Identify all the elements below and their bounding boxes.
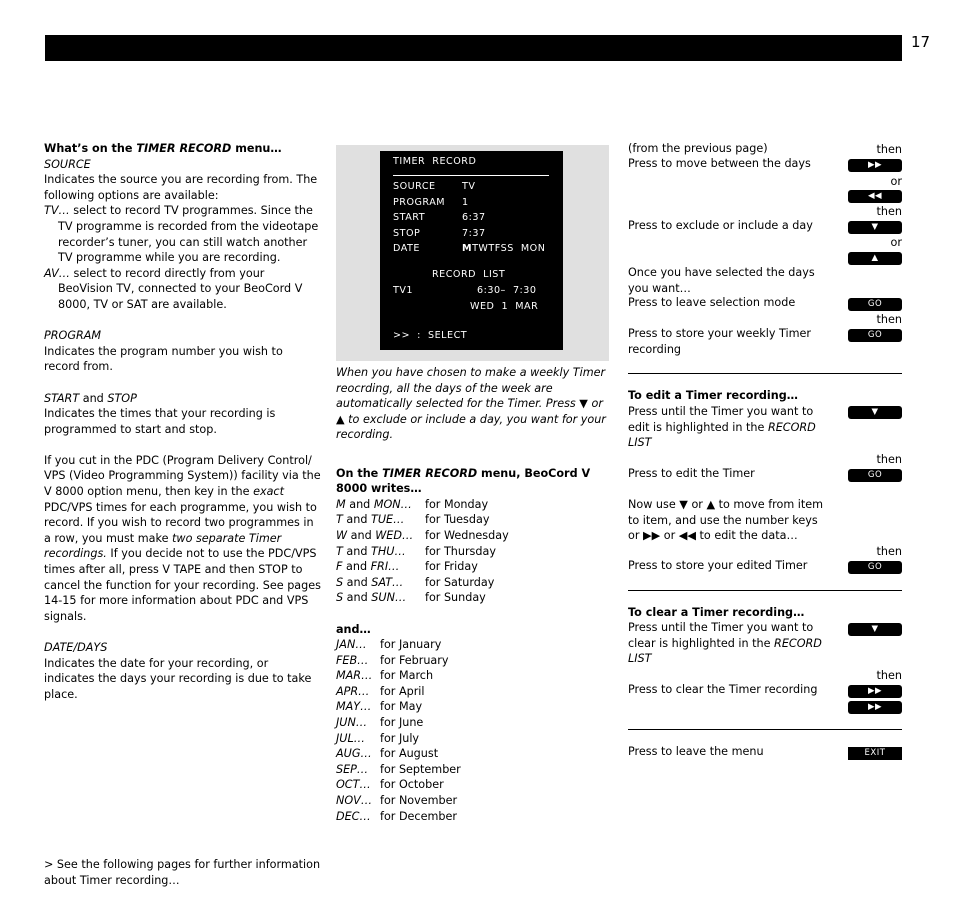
day-meaning: for Saturday: [425, 575, 495, 589]
month-meaning: for February: [380, 653, 449, 667]
move-days-text: Press to move between the days: [628, 157, 811, 170]
down-arrow-button[interactable]: ▼: [848, 221, 902, 234]
screen-list-day: WED 1 MAR: [470, 301, 539, 312]
day-meaning: for Thursday: [425, 544, 496, 558]
screen-stop-value: 7:37: [462, 228, 486, 239]
go-button[interactable]: GO: [848, 298, 902, 311]
once-selected-text: Once you have selected the days you want…: [628, 266, 815, 295]
month-code: MAY…: [336, 700, 372, 714]
day-code: M and MON…: [336, 497, 412, 511]
month-code: AUG…: [336, 747, 372, 761]
day-meaning: for Sunday: [425, 591, 486, 605]
day-row: [336, 512, 509, 528]
screen-start-key: START: [393, 212, 426, 223]
date-label: DATE/DAYS: [44, 641, 108, 654]
edit-heading: To edit a Timer recording…: [628, 389, 798, 402]
writes-heading: On the TIMER RECORD menu, BeoCord V 8000 writes…: [336, 466, 591, 496]
day-meaning: for Wednesday: [425, 528, 509, 542]
clear-heading: To clear a Timer recording…: [628, 606, 805, 619]
fast-forward-button[interactable]: ▶▶: [848, 159, 902, 172]
edit-timer-text: Press to edit the Timer: [628, 467, 755, 480]
screen-select-hint: >> : SELECT: [393, 330, 468, 341]
then-label: then: [876, 143, 902, 156]
fast-forward-button[interactable]: ▶▶: [848, 701, 902, 714]
days-table: [336, 497, 509, 606]
clear-until-text: Press until the Timer you want to clear is highlighted in the RECORD LIST: [628, 621, 822, 666]
month-meaning: for January: [380, 638, 442, 652]
screen-program-value: 1: [462, 197, 469, 208]
month-meaning: for September: [380, 762, 461, 776]
tv-option: TV… select to record TV programmes. Since the TV programme is recorded from the videotape recorder’s tuner, you can still watch another TV programme while you are recording.: [44, 204, 319, 265]
then-label: then: [876, 669, 902, 682]
month-meaning: for May: [380, 700, 423, 714]
from-prev: (from the previous page): [628, 142, 768, 155]
month-code: NOV…: [336, 794, 373, 808]
down-arrow-button[interactable]: ▼: [848, 406, 902, 419]
screen-date-value: MTWTFSS MON: [462, 243, 546, 254]
day-row: [336, 575, 509, 591]
go-button[interactable]: GO: [848, 469, 902, 482]
month-row: [336, 715, 461, 731]
month-code: SEP…: [336, 762, 369, 776]
month-meaning: for December: [380, 809, 457, 823]
screen-program-key: PROGRAM: [393, 197, 446, 208]
program-label: PROGRAM: [44, 329, 102, 343]
month-row: [336, 668, 461, 684]
month-row: [336, 793, 461, 809]
go-button[interactable]: GO: [848, 561, 902, 574]
divider: [628, 590, 902, 591]
av-option: AV… select to record directly from your BeoVision TV, connected to your BeoCord V 8000, TV or SAT are available.: [44, 266, 303, 311]
day-code: T and THU…: [336, 544, 406, 558]
store-edited-text: Press to store your edited Timer: [628, 559, 808, 572]
day-row: [336, 590, 509, 606]
screen-divider: [393, 175, 549, 176]
divider: [628, 373, 902, 374]
then-label: then: [876, 453, 902, 466]
day-meaning: for Tuesday: [425, 513, 490, 527]
month-meaning: for July: [380, 731, 420, 745]
divider: [628, 729, 902, 730]
day-meaning: for Friday: [425, 560, 478, 574]
month-row: [336, 637, 461, 653]
or-label: or: [890, 175, 902, 188]
month-meaning: for March: [380, 669, 434, 683]
date-desc: Indicates the date for your recording, or indicates the days your recording is due to take place.: [44, 656, 312, 701]
pdc-paragraph: If you cut in the PDC (Program Delivery Control/ VPS (Video Programming System)) facility via the V 8000 option menu, then key in the exact PDC/VPS times for each programme, you wish to record. If you wish to record two programmes in a row, you must make two separate Timer recordings. If you decide not to use the PDC/VPS times after all, press V TAPE and then STOP to cancel the function for your recording. See pages 14-15 for more information about PDC and VPS signals.: [44, 453, 321, 623]
source-desc: Indicates the source you are recording from. The following options are available:: [44, 173, 318, 202]
month-meaning: for October: [380, 778, 444, 792]
and-heading: and…: [336, 622, 371, 636]
month-row: [336, 653, 461, 669]
month-meaning: for August: [380, 747, 439, 761]
go-button[interactable]: GO: [848, 329, 902, 342]
then-label: then: [876, 545, 902, 558]
program-desc: Indicates the program number you wish to record from.: [44, 344, 283, 374]
day-code: F and FRI…: [336, 560, 400, 574]
day-row: [336, 559, 509, 575]
clear-timer-text: Press to clear the Timer recording: [628, 683, 818, 696]
then-label: then: [876, 205, 902, 218]
month-code: DEC…: [336, 809, 371, 823]
startstop-desc: Indicates the times that your recording is programmed to start and stop.: [44, 407, 276, 436]
leave-selection-text: Press to leave selection mode: [628, 296, 796, 309]
day-meaning: for Monday: [425, 497, 489, 511]
month-row: [336, 809, 461, 825]
left-column: [44, 141, 322, 702]
or-label: or: [890, 236, 902, 249]
header-bar: [45, 35, 902, 61]
day-code: S and SUN…: [336, 591, 407, 605]
down-arrow-button[interactable]: ▼: [848, 623, 902, 636]
edit-until-text: Press until the Timer you want to edit is highlighted in the RECORD LIST: [628, 405, 816, 450]
screen-date-key: DATE: [393, 243, 420, 254]
left-heading: What’s on the TIMER RECORD menu…: [44, 142, 282, 155]
month-meaning: for November: [380, 794, 458, 808]
month-row: [336, 699, 461, 715]
exclude-text: Press to exclude or include a day: [628, 219, 813, 232]
leave-menu-text: Press to leave the menu: [628, 745, 764, 758]
startstop-label: START and STOP: [44, 391, 137, 405]
month-code: APR…: [336, 684, 370, 698]
page-number: 17: [911, 33, 931, 51]
month-meaning: for April: [380, 684, 425, 698]
month-code: JUL…: [336, 731, 365, 745]
store-weekly-text: Press to store your weekly Timer recording: [628, 327, 812, 356]
timer-record-screen: [380, 151, 563, 350]
month-row: [336, 777, 461, 793]
day-row: [336, 544, 509, 560]
month-row: [336, 762, 461, 778]
now-use-text: Now use ▼ or ▲ to move from item to item, and use the number keys or ▶▶ or ◀◀ to edit the data…: [628, 498, 824, 543]
screen-source-key: SOURCE: [393, 181, 436, 192]
month-code: OCT…: [336, 778, 371, 792]
month-code: FEB…: [336, 653, 369, 667]
screen-start-value: 6:37: [462, 212, 486, 223]
footer-note: > See the following pages for further information about Timer recording…: [44, 858, 321, 887]
day-code: T and TUE…: [336, 513, 405, 527]
screen-title: TIMER RECORD: [393, 156, 477, 167]
month-code: JUN…: [336, 716, 368, 730]
month-row: [336, 684, 461, 700]
up-arrow-button[interactable]: ▲: [848, 252, 902, 265]
source-label: SOURCE: [44, 157, 91, 171]
month-code: JAN…: [336, 638, 367, 652]
screen-list-channel: TV1: [393, 285, 414, 296]
screen-source-value: TV: [462, 181, 476, 192]
screen-list-time: 6:30– 7:30: [477, 285, 537, 296]
day-row: [336, 497, 509, 513]
screen-stop-key: STOP: [393, 228, 421, 239]
day-code: W and WED…: [336, 528, 414, 542]
then-label: then: [876, 313, 902, 326]
middle-column: [336, 365, 614, 824]
exit-button[interactable]: EXIT: [848, 747, 902, 760]
fast-forward-button[interactable]: ▶▶: [848, 685, 902, 698]
day-code: S and SAT…: [336, 575, 404, 589]
month-row: [336, 746, 461, 762]
screen-record-list-title: RECORD LIST: [432, 269, 506, 280]
months-table: [336, 637, 461, 824]
month-meaning: for June: [380, 716, 424, 730]
month-code: MAR…: [336, 669, 373, 683]
screen-caption: When you have chosen to make a weekly Timer reocrding, all the days of the week are automatically selected for the Timer. Press ▼ or ▲ to exclude or include a day, you want for your recording.: [336, 366, 606, 442]
day-row: [336, 528, 509, 544]
rewind-button[interactable]: ◀◀: [848, 190, 902, 203]
month-row: [336, 731, 461, 747]
